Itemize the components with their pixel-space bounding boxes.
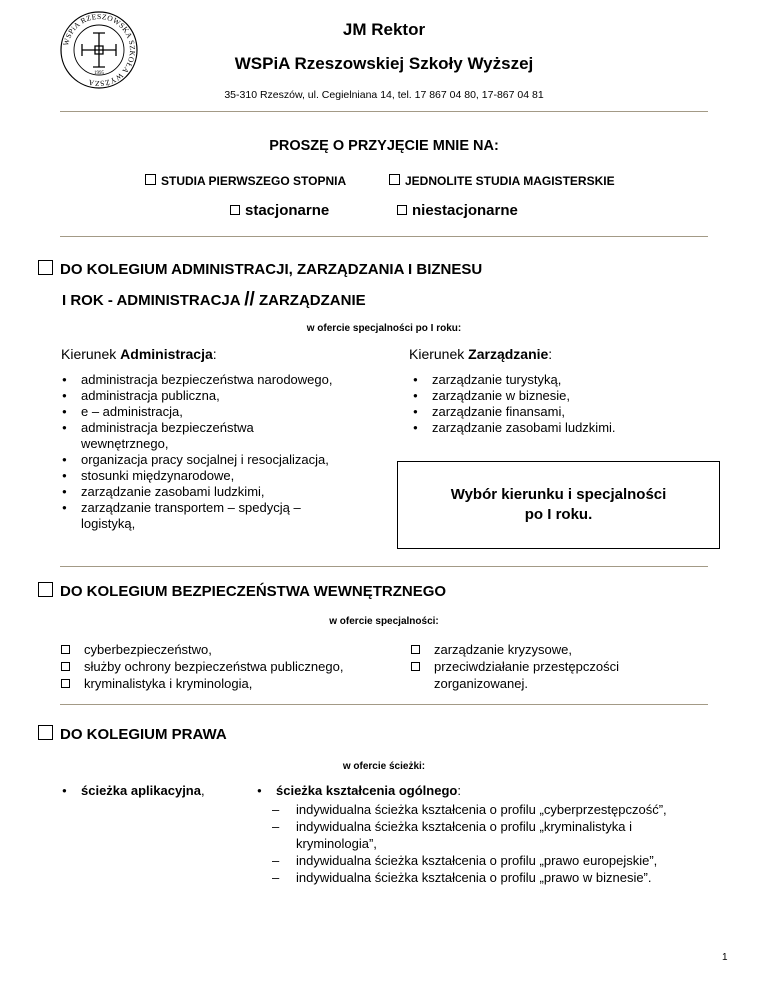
list-item: ● stosunki międzynarodowe, [55, 468, 375, 484]
divider [60, 704, 708, 705]
checkbox[interactable] [38, 725, 53, 740]
list-item: ● e – administracja, [55, 404, 375, 420]
list-item: – indywidualna ścieżka kształcenia o profilu „prawo w biznesie”. [266, 869, 716, 886]
offer-note: w ofercie specjalności: [329, 616, 439, 627]
institution-name: WSPiA Rzeszowskiej Szkoły Wyższej [234, 54, 534, 73]
offer-note: w ofercie ścieżki: [342, 761, 426, 772]
list-item: ● administracja publiczna, [55, 388, 375, 404]
checkbox[interactable] [61, 662, 70, 671]
list-item[interactable]: przeciwdziałanie przestępczości zorganizowanej. [408, 658, 644, 692]
checkbox[interactable] [38, 582, 53, 597]
checkbox[interactable] [397, 205, 407, 215]
option-long-cycle[interactable]: JEDNOLITE STUDIA MAGISTERSKIE [389, 174, 615, 188]
list-item: ● administracja bezpieczeństwa wewnętrznego, [55, 420, 296, 452]
checkbox[interactable] [38, 260, 53, 275]
admin-direction-label: Kierunek Administracja: [61, 346, 217, 362]
list-item: ● zarządzanie zasobami ludzkimi, [55, 484, 375, 500]
checkbox[interactable] [145, 174, 156, 185]
list-item: – indywidualna ścieżka kształcenia o profilu „cyberprzestępczość”, [266, 801, 716, 818]
divider [60, 111, 708, 112]
kolegium-admin-heading[interactable]: DO KOLEGIUM ADMINISTRACJI, ZARZĄDZANIA I BIZNESU [38, 260, 482, 278]
prawa-profiles-list [266, 801, 716, 886]
first-year-line: I ROK - ADMINISTRACJA // ZARZĄDZANIE [62, 289, 366, 310]
checkbox[interactable] [61, 679, 70, 688]
checkbox[interactable] [411, 662, 420, 671]
list-item[interactable]: służby ochrony bezpieczeństwa publicznego, [58, 658, 388, 675]
list-item: ● zarządzanie w biznesie, [406, 388, 716, 404]
admin-specialties-list [55, 372, 375, 532]
seal-text: WSPiA RZESZOWSKA SZKOŁA WYŻSZA [61, 11, 138, 89]
institution-address: 35-310 Rzeszów, ul. Cegielniana 14, tel. 17 867 04 80, 17-867 04 81 [224, 89, 544, 101]
offer-note: w ofercie specjalności po I roku: [306, 323, 462, 334]
kolegium-bezp-heading[interactable]: DO KOLEGIUM BEZPIECZEŃSTWA WEWNĘTRZNEGO [38, 582, 446, 600]
option-part-time[interactable]: niestacjonarne [397, 202, 518, 219]
request-title: PROSZĘ O PRZYJĘCIE MNIE NA: [269, 138, 499, 154]
checkbox[interactable] [230, 205, 240, 215]
list-item[interactable]: zarządzanie kryzysowe, [408, 641, 668, 658]
list-item: ● organizacja pracy socjalnej i resocjalizacja, [55, 452, 375, 468]
seal-year: 1995 [94, 71, 104, 76]
bezp-left-list [58, 641, 388, 692]
divider [60, 236, 708, 237]
zarz-direction-label: Kierunek Zarządzanie: [409, 346, 553, 362]
list-item: ● ścieżka kształcenia ogólnego: [250, 783, 710, 799]
list-item: ● ścieżka aplikacyjna, [55, 783, 245, 799]
page-number: 1 [722, 952, 728, 963]
list-item: ● zarządzanie transportem – spedycją – logistyką, [55, 500, 316, 532]
choice-info-box: Wybór kierunku i specjalności po I roku. [397, 461, 720, 549]
addressee-title: JM Rektor [342, 20, 426, 39]
list-item[interactable]: kryminalistyka i kryminologia, [58, 675, 388, 692]
list-item: – indywidualna ścieżka kształcenia o profilu „kryminalistyka i kryminologia”, [266, 818, 666, 852]
prawa-path-ogolna [250, 783, 710, 799]
checkbox[interactable] [61, 645, 70, 654]
list-item[interactable]: cyberbezpieczeństwo, [58, 641, 388, 658]
prawa-path-aplikacyjna [55, 783, 245, 799]
option-first-degree[interactable]: STUDIA PIERWSZEGO STOPNIA [145, 174, 346, 188]
checkbox[interactable] [411, 645, 420, 654]
list-item: ● administracja bezpieczeństwa narodowego, [55, 372, 375, 388]
list-item: ● zarządzanie turystyką, [406, 372, 716, 388]
kolegium-prawa-heading[interactable]: DO KOLEGIUM PRAWA [38, 725, 227, 743]
checkbox[interactable] [389, 174, 400, 185]
list-item: ● zarządzanie zasobami ludzkimi. [406, 420, 716, 436]
bezp-right-list [408, 641, 668, 692]
list-item: ● zarządzanie finansami, [406, 404, 716, 420]
zarz-specialties-list [406, 372, 716, 436]
option-full-time[interactable]: stacjonarne [230, 202, 329, 219]
list-item: – indywidualna ścieżka kształcenia o profilu „prawo europejskie”, [266, 852, 716, 869]
divider [60, 566, 708, 567]
